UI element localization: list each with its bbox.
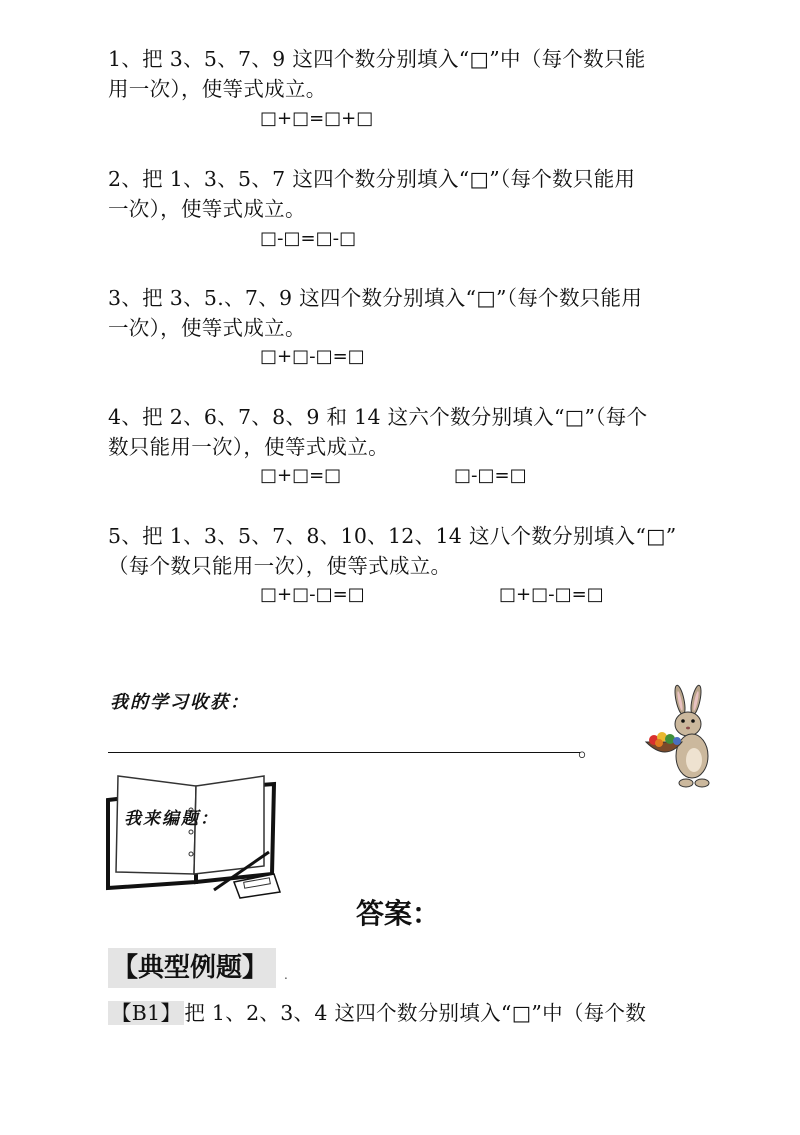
- problem-3-line2: 一次），使等式成立。: [108, 316, 306, 340]
- compose-label: 我来编题：: [124, 809, 219, 829]
- example-b1-text: 把 1、2、3、4 这四个数分别填入“□”中（每个数: [184, 1001, 647, 1025]
- equation-1: □+□=□+□: [260, 108, 374, 129]
- problem-4: [108, 402, 698, 462]
- problem-5-line1: 5、把 1、3、5、7、8、10、12、14 这八个数分别填入“□”: [108, 524, 677, 548]
- answer-title: 答案：: [356, 897, 441, 930]
- decorative-dot: .: [284, 968, 288, 982]
- problem-5-line2: （每个数只能用一次），使等式成立。: [108, 554, 452, 578]
- equation-4a: □+□=□: [260, 465, 342, 486]
- reflection-label: 我的学习收获：: [110, 692, 250, 713]
- bunny-icon: [640, 684, 722, 792]
- equation-4b: □-□=□: [454, 465, 527, 486]
- section-title: 【典型例题】: [108, 948, 276, 988]
- equation-3: □+□-□=□: [260, 346, 365, 367]
- notebook-icon: [104, 770, 284, 900]
- problem-2-line2: 一次），使等式成立。: [108, 197, 306, 221]
- reflection-end-mark: 。: [578, 737, 601, 762]
- equation-5a: □+□-□=□: [260, 584, 365, 605]
- reflection-answer-line[interactable]: [108, 752, 580, 753]
- problem-4-line2: 数只能用一次），使等式成立。: [108, 435, 389, 459]
- problem-3-line1: 3、把 3、5.、7、9 这四个数分别填入“□”（每个数只能用: [108, 286, 643, 310]
- equation-2: □-□=□-□: [260, 228, 357, 249]
- example-b1: [108, 998, 646, 1028]
- problem-4-line1: 4、把 2、6、7、8、9 和 14 这六个数分别填入“□”（每个: [108, 405, 648, 429]
- problem-5: [108, 521, 698, 581]
- problem-2-line1: 2、把 1、3、5、7 这四个数分别填入“□”（每个数只能用: [108, 167, 636, 191]
- equation-5b: □+□-□=□: [499, 584, 604, 605]
- example-b1-tag: 【B1】: [108, 1001, 184, 1025]
- problem-1-line1: 1、把 3、5、7、9 这四个数分别填入“□”中（每个数只能: [108, 47, 646, 71]
- problem-3: [108, 283, 698, 343]
- problem-1: [108, 44, 698, 104]
- problem-1-line2: 用一次），使等式成立。: [108, 77, 327, 101]
- problem-2: [108, 164, 698, 224]
